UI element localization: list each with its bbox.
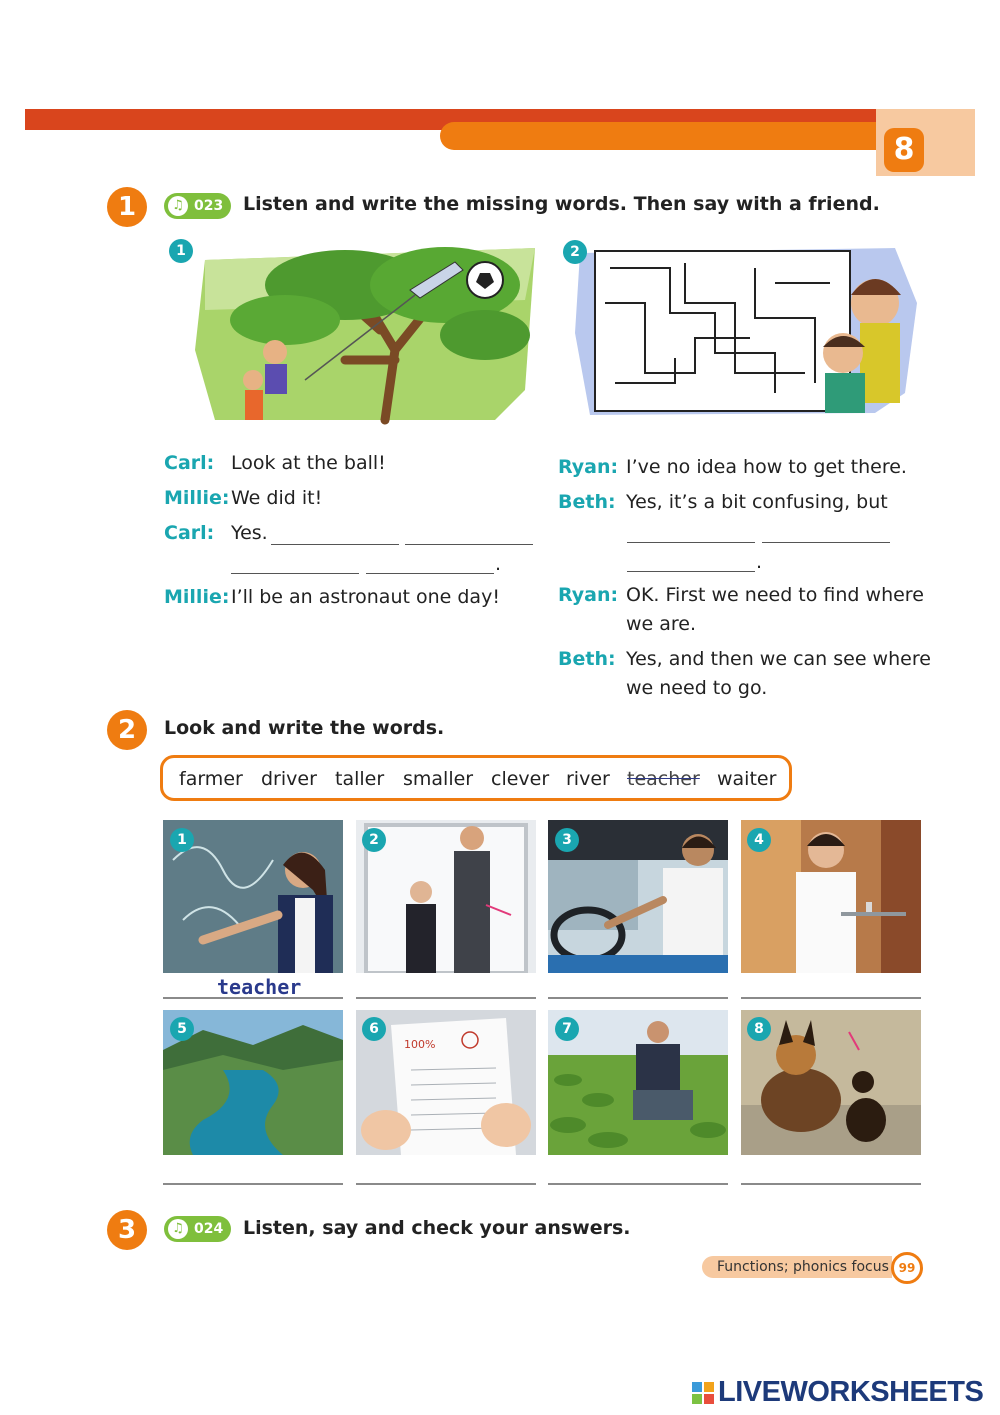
word-taller: taller — [335, 768, 385, 790]
speaker-ryan: Ryan: — [558, 584, 619, 606]
answer-blank[interactable] — [762, 542, 890, 543]
photo-3-label: 3 — [555, 828, 579, 852]
exercise-2-number: 2 — [107, 710, 147, 750]
answer-line-7[interactable] — [548, 1183, 728, 1185]
word-river: river — [566, 768, 610, 790]
photo-8-label: 8 — [747, 1017, 771, 1041]
word-waiter: waiter — [717, 768, 777, 790]
speaker-millie: Millie: — [164, 586, 230, 608]
sentence-period: . — [495, 553, 502, 575]
exercise-1-number: 1 — [107, 187, 147, 227]
answer-blank[interactable] — [627, 542, 755, 543]
speaker-beth: Beth: — [558, 491, 616, 513]
answer-line-8[interactable] — [741, 1183, 921, 1185]
dialogue-line: Yes, it’s a bit confusing, but — [626, 491, 888, 513]
answer-line-6[interactable] — [356, 1183, 536, 1185]
photo-1-label: 1 — [170, 828, 194, 852]
headphones-icon: ♫ — [168, 196, 188, 216]
photo-2-label: 2 — [362, 828, 386, 852]
picture-2-label: 2 — [563, 240, 587, 264]
header-bar-orange — [440, 122, 895, 150]
word-driver: driver — [261, 768, 317, 790]
answer-blank[interactable] — [231, 573, 359, 574]
audio-badge-024[interactable] — [164, 1216, 231, 1242]
word-box — [160, 755, 792, 801]
audio-track-number: 023 — [194, 198, 224, 214]
word-teacher-used: teacher — [627, 768, 700, 790]
dialogue-line-continued: we need to go. — [626, 677, 768, 699]
exercise-1-instruction: Listen and write the missing words. Then say with a friend. — [243, 193, 880, 215]
picture-metro-map — [575, 243, 920, 423]
liveworksheets-logo-icon — [692, 1382, 714, 1404]
picture-tree-ball — [195, 240, 540, 425]
example-answer-teacher: teacher — [217, 975, 302, 999]
audio-track-number: 024 — [194, 1221, 224, 1237]
photo-6-label: 6 — [362, 1017, 386, 1041]
exercise-3-instruction: Listen, say and check your answers. — [243, 1217, 631, 1239]
word-farmer: farmer — [179, 768, 243, 790]
dialogue-line-continued: we are. — [626, 613, 697, 635]
photo-5-label: 5 — [170, 1017, 194, 1041]
footer-section-label: Functions; phonics focus — [702, 1256, 892, 1278]
answer-blank[interactable] — [271, 544, 399, 545]
answer-line-2[interactable] — [356, 997, 536, 999]
brand-name: LIVEWORKSHEETS — [718, 1376, 984, 1408]
answer-blank[interactable] — [366, 573, 494, 574]
unit-number: 8 — [884, 128, 924, 172]
speaker-millie: Millie: — [164, 487, 230, 509]
speaker-carl: Carl: — [164, 522, 215, 544]
svg-text:100%: 100% — [404, 1038, 436, 1051]
photo-4-label: 4 — [747, 828, 771, 852]
speaker-ryan: Ryan: — [558, 456, 619, 478]
audio-badge-023[interactable] — [164, 193, 231, 219]
dialogue-line: Yes. — [231, 522, 268, 544]
sentence-period: . — [756, 551, 763, 573]
speaker-carl: Carl: — [164, 452, 215, 474]
page-number: 99 — [891, 1252, 923, 1284]
dialogue-line: I’ll be an astronaut one day! — [231, 586, 500, 608]
dialogue-line: I’ve no idea how to get there. — [626, 456, 907, 478]
dialogue-line: OK. First we need to find where — [626, 584, 924, 606]
exercise-2-instruction: Look and write the words. — [164, 717, 445, 739]
exercise-3-number: 3 — [107, 1210, 147, 1250]
dialogue-line: Look at the ball! — [231, 452, 386, 474]
answer-blank[interactable] — [405, 544, 533, 545]
photo-7-label: 7 — [555, 1017, 579, 1041]
speaker-beth: Beth: — [558, 648, 616, 670]
answer-line-3[interactable] — [548, 997, 728, 999]
answer-line-5[interactable] — [163, 1183, 343, 1185]
headphones-icon: ♫ — [168, 1219, 188, 1239]
answer-line-4[interactable] — [741, 997, 921, 999]
word-clever: clever — [491, 768, 550, 790]
dialogue-line: Yes, and then we can see where — [626, 648, 931, 670]
picture-1-label: 1 — [169, 239, 193, 263]
liveworksheets-logo — [692, 1376, 983, 1409]
answer-blank[interactable] — [627, 571, 755, 572]
word-smaller: smaller — [403, 768, 474, 790]
dialogue-line: We did it! — [231, 487, 323, 509]
